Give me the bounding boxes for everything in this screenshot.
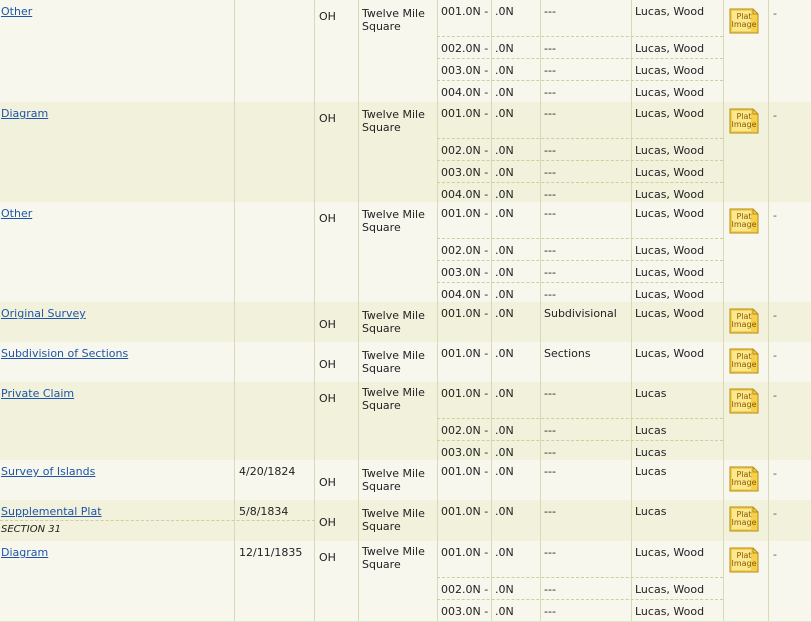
township-subrow [437, 0, 723, 22]
plat-image-graphic [729, 108, 759, 134]
survey-line: Twelve Mile [362, 7, 425, 20]
township-value: 002.0N - [441, 244, 489, 257]
column-divider [768, 202, 769, 302]
section-value: --- [544, 266, 556, 279]
plat-icon-label-bottom: Image [731, 478, 757, 487]
table-row [0, 302, 811, 343]
section-value: --- [544, 188, 556, 201]
township-subrow [437, 138, 723, 161]
column-divider [723, 541, 724, 621]
plat-date: 5/8/1834 [239, 505, 289, 518]
column-divider [234, 460, 235, 500]
table-row [0, 102, 811, 203]
township-subrow [437, 260, 723, 283]
column-divider [314, 102, 315, 202]
section-note-divider [0, 520, 315, 521]
plat-type-link[interactable]: Original Survey [1, 307, 86, 320]
survey-line: Square [362, 558, 401, 571]
range-value: .0N [495, 605, 514, 618]
column-divider [314, 302, 315, 342]
township-value: 002.0N - [441, 42, 489, 55]
plat-survey-name [362, 545, 425, 571]
township-subrow [437, 58, 723, 81]
plat-type-link[interactable]: Supplemental Plat [1, 505, 102, 518]
county-value: Lucas, Wood [635, 207, 705, 220]
county-value: Lucas, Wood [635, 64, 705, 77]
range-value: .0N [495, 446, 514, 459]
range-value: .0N [495, 244, 514, 257]
column-divider [358, 102, 359, 202]
range-value: .0N [495, 288, 514, 301]
survey-line: Square [362, 399, 401, 412]
section-value: --- [544, 605, 556, 618]
section-value: Subdivisional [544, 307, 617, 320]
township-value: 004.0N - [441, 86, 489, 99]
county-value: Lucas, Wood [635, 42, 705, 55]
range-value: .0N [495, 86, 514, 99]
survey-line: Twelve Mile [362, 208, 425, 221]
plat-state: OH [319, 10, 336, 23]
plat-icon-label-bottom: Image [731, 220, 757, 229]
no-notes-marker: - [773, 349, 777, 362]
plat-survey-name [362, 309, 425, 335]
plat-image-icon[interactable] [729, 506, 759, 532]
column-divider [234, 202, 235, 302]
no-notes-marker: - [773, 309, 777, 322]
county-value: Lucas, Wood [635, 166, 705, 179]
survey-line: Square [362, 520, 401, 533]
county-value: Lucas, Wood [635, 107, 705, 120]
township-value: 002.0N - [441, 144, 489, 157]
plat-type-link[interactable]: Diagram [1, 107, 49, 120]
section-value: --- [544, 5, 556, 18]
plat-date: 12/11/1835 [239, 546, 303, 559]
plat-icon-label-top: Plat [736, 551, 752, 560]
township-value: 003.0N - [441, 446, 489, 459]
column-divider [358, 500, 359, 541]
township-subrow [437, 102, 723, 124]
column-divider [723, 102, 724, 202]
column-divider [234, 342, 235, 382]
section-value: --- [544, 424, 556, 437]
plat-state: OH [319, 318, 336, 331]
plat-icon-label-top: Plat [736, 470, 752, 479]
plat-icon-label-top: Plat [736, 352, 752, 361]
range-value: .0N [495, 465, 514, 478]
range-value: .0N [495, 42, 514, 55]
county-value: Lucas [635, 446, 667, 459]
survey-line: Square [362, 480, 401, 493]
column-divider [314, 202, 315, 302]
township-subrow [437, 382, 723, 404]
column-divider [314, 342, 315, 382]
county-value: Lucas, Wood [635, 347, 705, 360]
township-value: 001.0N - [441, 505, 489, 518]
section-value: Sections [544, 347, 591, 360]
column-divider [314, 460, 315, 500]
plat-type-link[interactable]: Other [1, 5, 33, 18]
section-value: --- [544, 288, 556, 301]
survey-line: Twelve Mile [362, 386, 425, 399]
plat-type-link[interactable]: Other [1, 207, 33, 220]
township-subrow [437, 302, 723, 324]
county-value: Lucas, Wood [635, 546, 705, 559]
township-value: 001.0N - [441, 107, 489, 120]
column-divider [314, 541, 315, 621]
township-value: 001.0N - [441, 307, 489, 320]
plat-survey-name [362, 208, 425, 234]
column-divider [768, 460, 769, 500]
section-value: --- [544, 42, 556, 55]
no-notes-marker: - [773, 7, 777, 20]
column-divider [723, 342, 724, 382]
plat-survey-name [362, 108, 425, 134]
survey-line: Twelve Mile [362, 545, 425, 558]
county-value: Lucas, Wood [635, 307, 705, 320]
plat-state: OH [319, 476, 336, 489]
section-value: --- [544, 207, 556, 220]
county-value: Lucas, Wood [635, 244, 705, 257]
column-divider [723, 460, 724, 500]
county-value: Lucas [635, 424, 667, 437]
range-value: .0N [495, 107, 514, 120]
plat-type-link[interactable]: Survey of Islands [1, 465, 96, 478]
plat-state: OH [319, 392, 336, 405]
range-value: .0N [495, 307, 514, 320]
survey-line: Twelve Mile [362, 507, 425, 520]
plat-icon-label-top: Plat [736, 12, 752, 21]
plat-image-graphic [729, 308, 759, 334]
township-subrow [437, 342, 723, 364]
plat-date: 4/20/1824 [239, 465, 296, 478]
section-value: --- [544, 446, 556, 459]
county-value: Lucas, Wood [635, 188, 705, 201]
township-value: 001.0N - [441, 465, 489, 478]
range-value: .0N [495, 505, 514, 518]
plat-icon-label-bottom: Image [731, 320, 757, 329]
plat-icon-label-bottom: Image [731, 400, 757, 409]
survey-line: Square [362, 20, 401, 33]
no-notes-marker: - [773, 467, 777, 480]
section-value: --- [544, 583, 556, 596]
column-divider [768, 0, 769, 102]
township-subrow [437, 460, 723, 482]
survey-line: Twelve Mile [362, 108, 425, 121]
table-row [0, 0, 811, 103]
section-note: SECTION 31 [1, 524, 61, 535]
plat-state: OH [319, 516, 336, 529]
no-notes-marker: - [773, 109, 777, 122]
column-divider [768, 102, 769, 202]
column-divider [358, 302, 359, 342]
column-divider [723, 382, 724, 460]
plat-image-graphic [729, 466, 759, 492]
county-value: Lucas, Wood [635, 605, 705, 618]
township-value: 003.0N - [441, 166, 489, 179]
township-value: 002.0N - [441, 424, 489, 437]
section-value: --- [544, 107, 556, 120]
plat-survey-name [362, 349, 425, 375]
column-divider [358, 541, 359, 621]
section-value: --- [544, 166, 556, 179]
no-notes-marker: - [773, 507, 777, 520]
table-row [0, 202, 811, 303]
plat-survey-name [362, 386, 425, 412]
township-subrow [437, 238, 723, 261]
township-value: 001.0N - [441, 546, 489, 559]
plat-image-graphic [729, 8, 759, 34]
township-value: 003.0N - [441, 605, 489, 618]
township-subrow [437, 577, 723, 600]
township-subrow [437, 80, 723, 103]
plat-icon-label-bottom: Image [731, 559, 757, 568]
column-divider [768, 302, 769, 342]
range-value: .0N [495, 583, 514, 596]
column-divider [314, 0, 315, 102]
plat-icon-label-bottom: Image [731, 120, 757, 129]
survey-line: Twelve Mile [362, 309, 425, 322]
table-row [0, 460, 811, 501]
range-value: .0N [495, 64, 514, 77]
column-divider [234, 302, 235, 342]
county-value: Lucas [635, 465, 667, 478]
county-value: Lucas, Wood [635, 583, 705, 596]
plat-image-icon[interactable] [729, 466, 759, 492]
range-value: .0N [495, 347, 514, 360]
county-value: Lucas, Wood [635, 5, 705, 18]
township-value: 004.0N - [441, 288, 489, 301]
column-divider [234, 102, 235, 202]
column-divider [234, 541, 235, 621]
county-value: Lucas, Wood [635, 288, 705, 301]
plat-state: OH [319, 212, 336, 225]
plat-state: OH [319, 551, 336, 564]
range-value: .0N [495, 266, 514, 279]
township-subrow [437, 599, 723, 622]
county-value: Lucas, Wood [635, 86, 705, 99]
survey-line: Twelve Mile [362, 467, 425, 480]
plat-image-icon[interactable] [729, 108, 759, 134]
column-divider [234, 382, 235, 460]
plat-icon-label-top: Plat [736, 312, 752, 321]
column-divider [358, 382, 359, 460]
survey-line: Square [362, 221, 401, 234]
plat-icon-label-bottom: Image [731, 20, 757, 29]
township-subrow [437, 36, 723, 59]
column-divider [358, 0, 359, 102]
range-value: .0N [495, 546, 514, 559]
survey-line: Twelve Mile [362, 349, 425, 362]
plat-type-link[interactable]: Private Claim [1, 387, 75, 400]
township-value: 004.0N - [441, 188, 489, 201]
survey-line: Square [362, 121, 401, 134]
table-row [0, 342, 811, 383]
table-row [0, 382, 811, 461]
county-value: Lucas, Wood [635, 266, 705, 279]
plat-image-icon[interactable] [729, 388, 759, 414]
range-value: .0N [495, 188, 514, 201]
township-subrow [437, 202, 723, 224]
column-divider [723, 500, 724, 541]
section-value: --- [544, 144, 556, 157]
plat-icon-label-bottom: Image [731, 518, 757, 527]
plat-survey-name [362, 467, 425, 493]
township-subrow [437, 160, 723, 183]
column-divider [358, 342, 359, 382]
column-divider [234, 0, 235, 102]
township-value: 001.0N - [441, 207, 489, 220]
county-value: Lucas, Wood [635, 144, 705, 157]
no-notes-marker: - [773, 548, 777, 561]
township-subrow [437, 500, 723, 522]
plat-icon-label-top: Plat [736, 112, 752, 121]
column-divider [768, 500, 769, 541]
column-divider [723, 202, 724, 302]
plat-image-graphic [729, 547, 759, 573]
column-divider [768, 541, 769, 621]
column-divider [358, 202, 359, 302]
range-value: .0N [495, 144, 514, 157]
column-divider [314, 382, 315, 460]
survey-line: Square [362, 322, 401, 335]
plat-image-icon[interactable] [729, 547, 759, 573]
no-notes-marker: - [773, 389, 777, 402]
survey-line: Square [362, 362, 401, 375]
table-row [0, 500, 811, 542]
range-value: .0N [495, 207, 514, 220]
township-value: 003.0N - [441, 266, 489, 279]
plat-icon-label-bottom: Image [731, 360, 757, 369]
plat-image-graphic [729, 388, 759, 414]
plat-type-link[interactable]: Subdivision of Sections [1, 347, 129, 360]
plat-state: OH [319, 112, 336, 125]
plat-image-graphic [729, 208, 759, 234]
range-value: .0N [495, 424, 514, 437]
plat-image-icon[interactable] [729, 208, 759, 234]
range-value: .0N [495, 387, 514, 400]
section-value: --- [544, 546, 556, 559]
range-value: .0N [495, 5, 514, 18]
plat-image-graphic [729, 506, 759, 532]
section-value: --- [544, 505, 556, 518]
section-value: --- [544, 244, 556, 257]
column-divider [723, 0, 724, 102]
county-value: Lucas [635, 505, 667, 518]
plat-survey-name [362, 507, 425, 533]
township-value: 001.0N - [441, 347, 489, 360]
plat-image-graphic [729, 348, 759, 374]
no-notes-marker: - [773, 209, 777, 222]
plat-image-icon[interactable] [729, 308, 759, 334]
county-value: Lucas [635, 387, 667, 400]
township-subrow [437, 418, 723, 441]
column-divider [768, 342, 769, 382]
range-value: .0N [495, 166, 514, 179]
township-value: 002.0N - [441, 583, 489, 596]
section-value: --- [544, 86, 556, 99]
plat-survey-name [362, 7, 425, 33]
section-value: --- [544, 387, 556, 400]
plat-icon-label-top: Plat [736, 392, 752, 401]
township-value: 001.0N - [441, 387, 489, 400]
plat-type-link[interactable]: Diagram [1, 546, 49, 559]
plat-icon-label-top: Plat [736, 212, 752, 221]
township-value: 001.0N - [441, 5, 489, 18]
plat-image-icon[interactable] [729, 8, 759, 34]
township-value: 003.0N - [441, 64, 489, 77]
section-value: --- [544, 465, 556, 478]
column-divider [768, 382, 769, 460]
column-divider [723, 302, 724, 342]
township-subrow [437, 541, 723, 563]
column-divider [358, 460, 359, 500]
plat-image-icon[interactable] [729, 348, 759, 374]
plat-state: OH [319, 358, 336, 371]
plat-icon-label-top: Plat [736, 510, 752, 519]
section-value: --- [544, 64, 556, 77]
